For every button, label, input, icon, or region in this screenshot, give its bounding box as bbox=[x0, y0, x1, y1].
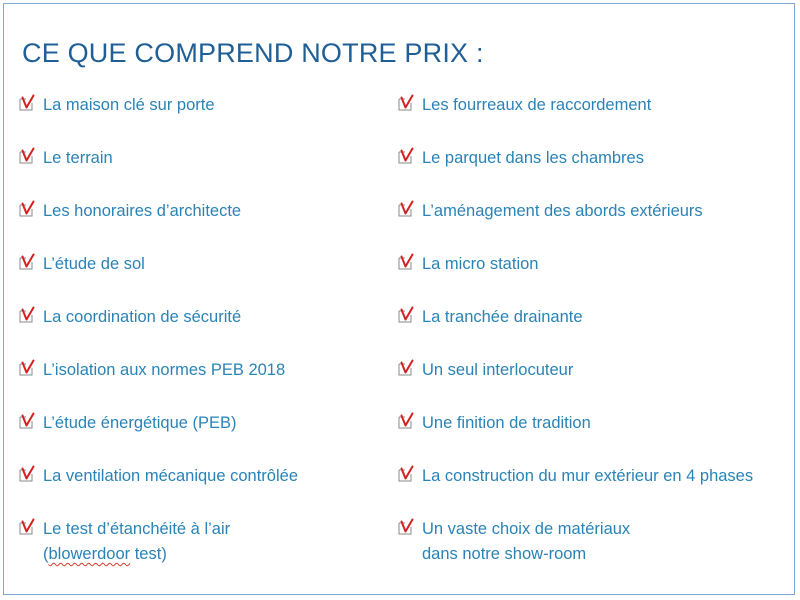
checkmark-box-icon bbox=[17, 518, 36, 537]
item-label: L’étude énergétique (PEB) bbox=[43, 414, 237, 432]
list-item bbox=[396, 252, 538, 277]
list-item bbox=[396, 517, 630, 567]
checkmark-box-icon bbox=[396, 253, 415, 272]
item-label: Une finition de tradition bbox=[422, 414, 591, 432]
paren-rest: test) bbox=[130, 545, 167, 563]
list-item bbox=[17, 146, 113, 171]
paren-open: ( bbox=[43, 545, 49, 563]
item-label: L’isolation aux normes PEB 2018 bbox=[43, 361, 286, 379]
item-label-line2: dans notre show-room bbox=[422, 545, 587, 563]
list-item bbox=[396, 146, 644, 171]
item-label: L’étude de sol bbox=[43, 255, 145, 273]
item-label: La construction du mur extérieur en 4 phases bbox=[422, 467, 754, 485]
checkmark-box-icon bbox=[396, 359, 415, 378]
page-title: CE QUE COMPREND NOTRE PRIX : bbox=[22, 38, 484, 68]
list-item bbox=[396, 358, 573, 383]
list-item bbox=[396, 305, 583, 330]
list-item bbox=[17, 411, 237, 436]
list-item bbox=[396, 464, 753, 489]
item-label: La micro station bbox=[422, 255, 539, 273]
checkmark-box-icon bbox=[396, 306, 415, 325]
checkmark-box-icon bbox=[396, 518, 415, 537]
item-label: Le parquet dans les chambres bbox=[422, 149, 644, 167]
checkmark-box-icon bbox=[17, 412, 36, 431]
checkmark-box-icon bbox=[396, 94, 415, 113]
checkmark-box-icon bbox=[17, 147, 36, 166]
checkmark-box-icon bbox=[17, 465, 36, 484]
checkmark-box-icon bbox=[17, 359, 36, 378]
list-item bbox=[17, 252, 145, 277]
list-item bbox=[17, 517, 230, 567]
checkmark-box-icon bbox=[17, 306, 36, 325]
item-label: Le terrain bbox=[43, 149, 113, 167]
checkmark-box-icon bbox=[17, 253, 36, 272]
checkmark-box-icon bbox=[17, 94, 36, 113]
item-label: La maison clé sur porte bbox=[43, 96, 215, 114]
checkmark-box-icon bbox=[17, 200, 36, 219]
checkmark-box-icon bbox=[396, 465, 415, 484]
checkmark-box-icon bbox=[396, 412, 415, 431]
list-item bbox=[17, 199, 241, 224]
item-label: La ventilation mécanique contrôlée bbox=[43, 467, 299, 485]
list-item bbox=[17, 464, 298, 489]
list-item bbox=[17, 93, 215, 118]
content-frame bbox=[3, 3, 795, 595]
checkmark-box-icon bbox=[396, 147, 415, 166]
item-label: Les honoraires d’architecte bbox=[43, 202, 242, 220]
item-label: Un seul interlocuteur bbox=[422, 361, 574, 379]
list-item bbox=[396, 199, 703, 224]
list-item bbox=[396, 93, 651, 118]
item-label: Les fourreaux de raccordement bbox=[422, 96, 652, 114]
spellcheck-word: blowerdoor bbox=[48, 545, 131, 563]
checkmark-box-icon bbox=[396, 200, 415, 219]
list-item bbox=[17, 358, 285, 383]
item-label: La tranchée drainante bbox=[422, 308, 583, 326]
item-label: Un vaste choix de matériaux bbox=[422, 520, 631, 538]
list-item bbox=[17, 305, 241, 330]
item-label: La coordination de sécurité bbox=[43, 308, 242, 326]
item-label: Le test d’étanchéité à l’air bbox=[43, 520, 231, 538]
item-label: L’aménagement des abords extérieurs bbox=[422, 202, 703, 220]
list-item bbox=[396, 411, 591, 436]
item-label-line2 bbox=[43, 542, 230, 567]
